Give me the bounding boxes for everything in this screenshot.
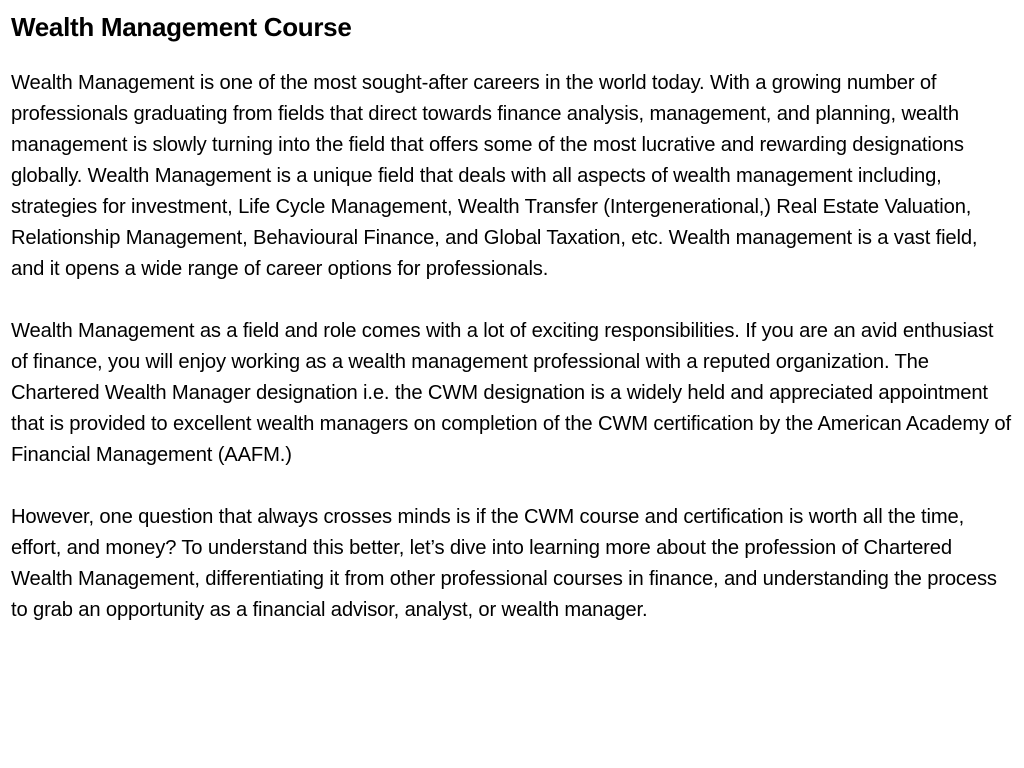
paragraph-question: However, one question that always crosses minds is if the CWM course and certification is worth all the time, effort, and money? To understand this better, let’s dive into learning more about the profession of Chartered Wealth Management, differentiating it from other professional courses in finance, and understanding the process to grab an opportunity as a financial advisor, analyst, or wealth manager. — [11, 506, 997, 621]
paragraph-responsibilities: Wealth Management as a field and role comes with a lot of exciting responsibilities. If you are an avid enthusiast of finance, you will enjoy working as a wealth management professional with a reputed organization. The Chartered Wealth Manager designation i.e. the CWM designation is a widely held and appreciated appointment that is provided to excellent wealth managers on completion of the CWM certification by the American Academy of Financial Management (AAFM.) — [11, 320, 1011, 466]
page-title: Wealth Management Course — [11, 12, 352, 42]
paragraph-intro: Wealth Management is one of the most sought-after careers in the world today. With a growing number of professionals graduating from fields that direct towards finance analysis, management, and planning, wealth management is slowly turning into the field that offers some of the most lucrative and rewarding designations globally. Wealth Management is a unique field that deals with all aspects of wealth management including, strategies for investment, Life Cycle Management, Wealth Transfer (Intergenerational,) Real Estate Valuation, Relationship Management, Behavioural Finance, and Global Taxation, etc. Wealth management is a vast field, and it opens a wide range of career options for professionals. — [11, 72, 978, 280]
